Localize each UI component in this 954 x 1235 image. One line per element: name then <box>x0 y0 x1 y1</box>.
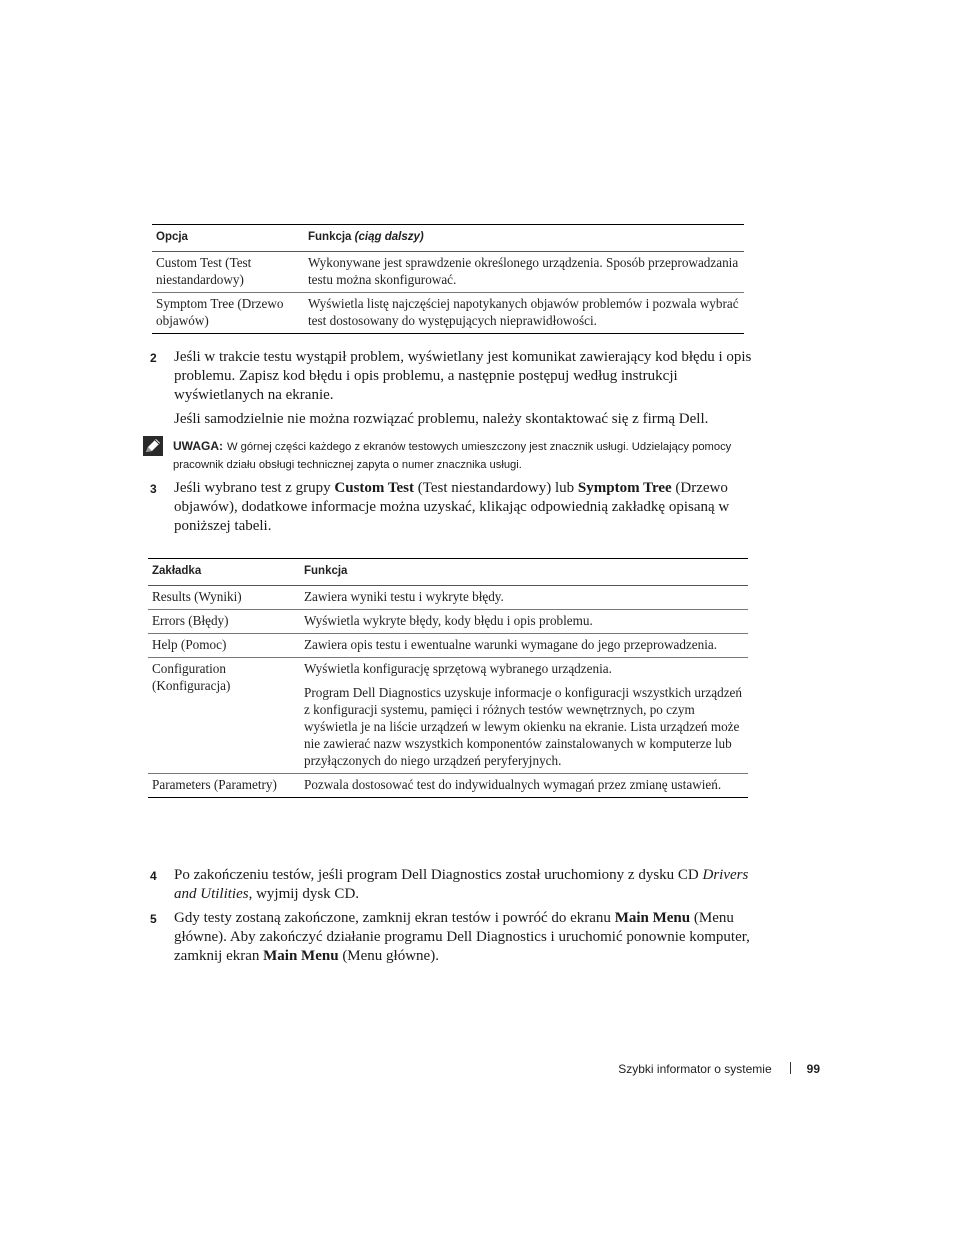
note-text <box>173 437 743 474</box>
page-number: 99 <box>806 1062 820 1076</box>
options-table <box>152 224 744 334</box>
table-row <box>148 610 748 634</box>
step-text: Jeśli w trakcie testu wystąpił problem, wyświetlany jest komunikat zawierający kod błędu i opis problemu. Zapisz kod błędu i opis problemu, a następnie postępuj według instrukcji wyświetlanych na ekranie. <box>174 349 752 403</box>
note-body: W górnej części każdego z ekranów testowych umieszczony jest znacznik usługi. Udzielający pomocy pracownik działu obsługi technicznej zapyta o numer znacznika usługi. <box>173 441 732 471</box>
tab-cell: Errors (Błędy) <box>148 610 300 634</box>
table-header-row <box>148 559 748 586</box>
step-number: 4 <box>150 869 157 883</box>
function-paragraph: Program Dell Diagnostics uzyskuje informacje o konfiguracji wszystkich urządzeń z konfiguracji systemu, pamięci i różnych testów wewnętrznych, po czym wyświetla je na liście urządzeń w lewym okienku na ekranie. Lista urządzeń może nie zawierać nazw wszystkich komponentów zainstalowanych w komputerze lub przyłączonych do niego urządzeń peryferyjnych. <box>304 685 742 768</box>
function-cell: Pozwala dostosować test do indywidualnych wymagań przez zmianę ustawień. <box>300 774 748 798</box>
step-number: 5 <box>150 912 157 926</box>
column-header-tab: Zakładka <box>148 559 300 586</box>
function-cell <box>300 658 748 774</box>
table-row <box>148 658 748 774</box>
footer-section-title: Szybki informator o systemie <box>618 1062 772 1076</box>
tab-cell: Parameters (Parametry) <box>148 774 300 798</box>
continued-note: (ciąg dalszy) <box>354 231 424 243</box>
note-label: UWAGA: <box>173 439 223 453</box>
symptom-tree-term: Symptom Tree <box>577 480 672 496</box>
table-header-row <box>152 225 744 252</box>
table-row <box>148 634 748 658</box>
main-menu-term: Main Menu <box>614 910 691 926</box>
table-row <box>148 774 748 798</box>
option-cell: Symptom Tree (Drzewo objawów) <box>152 293 304 334</box>
step-4 <box>150 866 760 904</box>
step-2-followup: Jeśli samodzielnie nie można rozwiązać problemu, należy skontaktować się z firmą Dell. <box>174 411 709 427</box>
function-cell: Wykonywane jest sprawdzenie określonego urządzenia. Sposób przeprowadzania testu można skonfigurować. <box>304 252 744 293</box>
main-menu-term: Main Menu <box>263 948 339 964</box>
custom-test-term: Custom Test <box>334 480 414 496</box>
step-text: Gdy testy zostaną zakończone, zamknij ekran testów i powróć do ekranu Main Menu (Menu główne). Aby zakończyć działanie programu Dell Diagnostics i uruchomić ponownie komputer, zamknij ekran Main Menu (Menu główne). <box>174 910 750 964</box>
note-pencil-icon <box>143 436 163 456</box>
tabs-table <box>148 558 748 798</box>
column-header-function: Funkcja (ciąg dalszy) <box>304 225 744 252</box>
cd-title: Drivers and Utilities <box>174 867 749 902</box>
option-cell: Custom Test (Test niestandardowy) <box>152 252 304 293</box>
table-row <box>152 293 744 334</box>
function-paragraph: Wyświetla konfigurację sprzętową wybranego urządzenia. <box>304 661 612 676</box>
function-cell: Zawiera wyniki testu i wykryte błędy. <box>300 586 748 610</box>
function-cell: Wyświetla listę najczęściej napotykanych objawów problemów i pozwala wybrać test dostosowany do występujących nieprawidłowości. <box>304 293 744 334</box>
step-text: Po zakończeniu testów, jeśli program Dell Diagnostics został uruchomiony z dysku CD Drivers and Utilities, wyjmij dysk CD. <box>174 867 749 902</box>
table-row <box>148 586 748 610</box>
tab-cell: Results (Wyniki) <box>148 586 300 610</box>
footer-separator <box>790 1062 791 1074</box>
step-5 <box>150 909 760 966</box>
function-cell: Wyświetla wykryte błędy, kody błędu i opis problemu. <box>300 610 748 634</box>
column-header-function: Funkcja <box>300 559 748 586</box>
tab-cell: Configuration (Konfiguracja) <box>148 658 300 774</box>
column-header-option: Opcja <box>152 225 304 252</box>
table-row <box>152 252 744 293</box>
function-cell: Zawiera opis testu i ewentualne warunki wymagane do jego przeprowadzenia. <box>300 634 748 658</box>
step-number: 2 <box>150 351 157 365</box>
step-3 <box>150 479 760 536</box>
step-number: 3 <box>150 482 157 496</box>
tab-cell: Help (Pomoc) <box>148 634 300 658</box>
step-2 <box>150 348 760 405</box>
step-text: Jeśli wybrano test z grupy Custom Test (Test niestandardowy) lub Symptom Tree (Drzewo objawów), dodatkowe informacje można uzyskać, klikając odpowiednią zakładkę opisaną w poniższej tabeli. <box>174 480 730 534</box>
page-footer <box>560 1062 820 1076</box>
